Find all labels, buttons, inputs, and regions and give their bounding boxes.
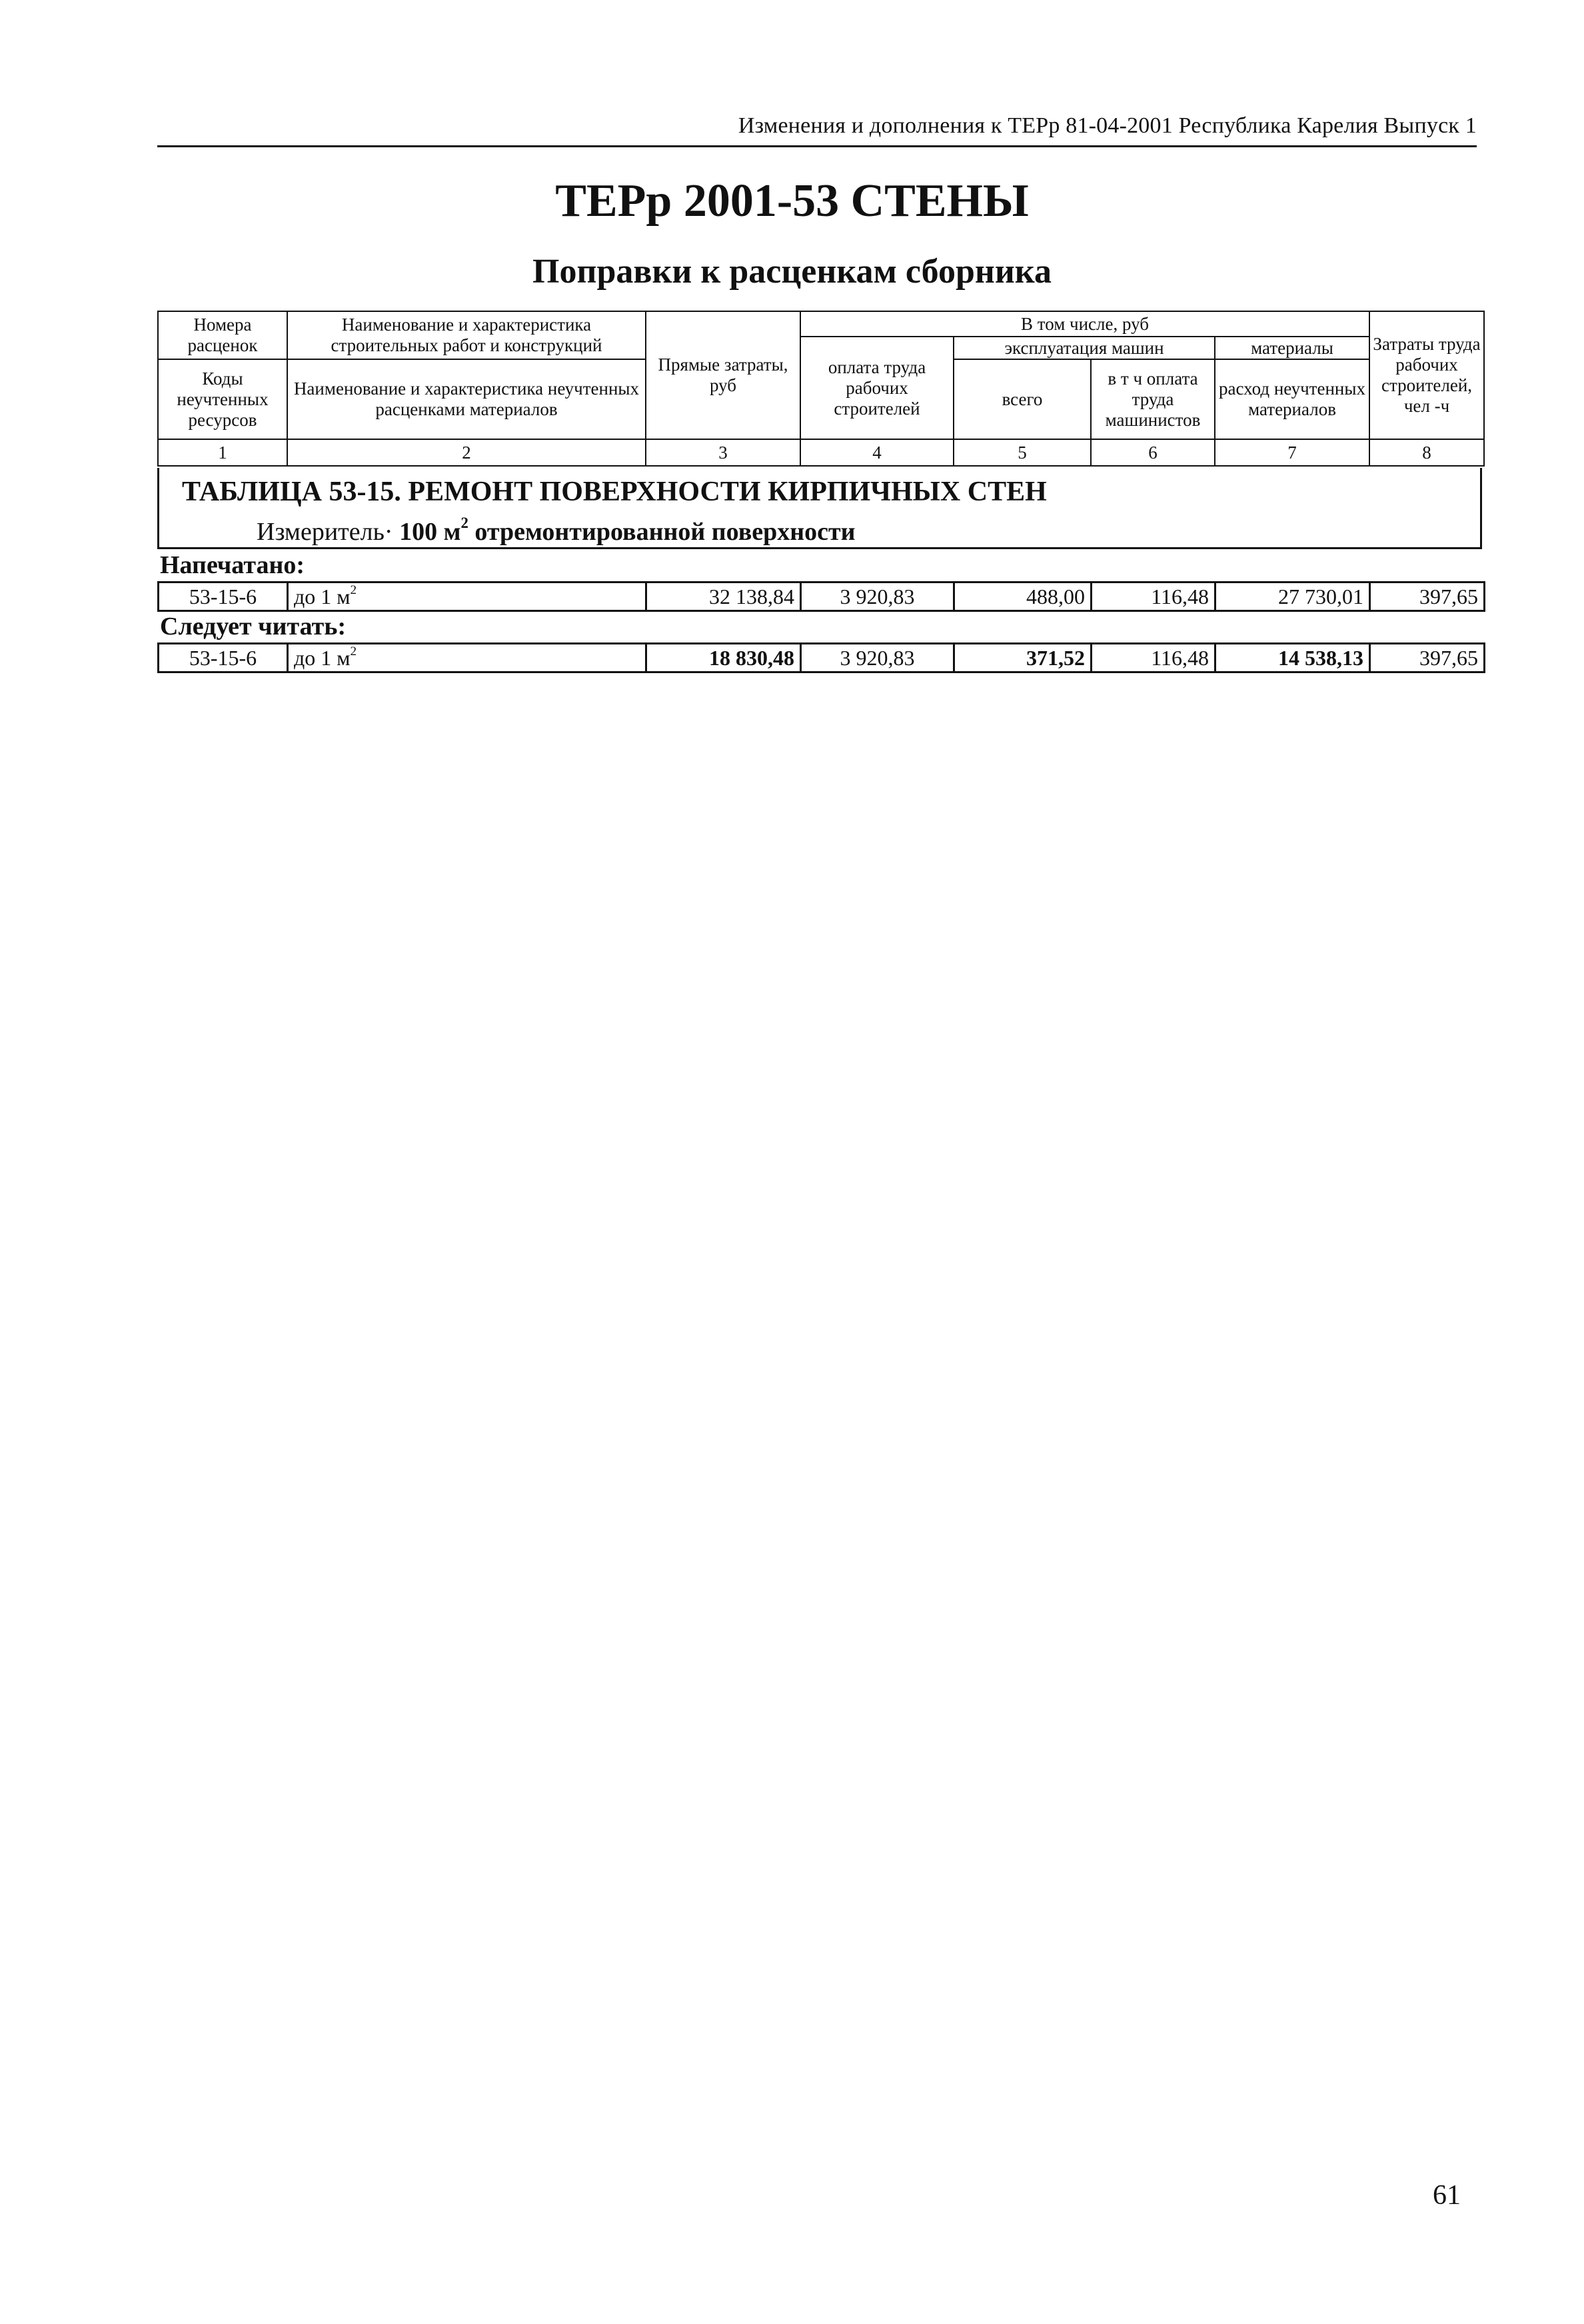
column-number: 6 bbox=[1091, 439, 1215, 466]
header-labor-costs: Затраты труда рабочих строителей, чел -ч bbox=[1369, 311, 1484, 439]
header-material-name: Наименование и характеристика неучтенных расценками материалов bbox=[287, 359, 646, 439]
section-title: ТАБЛИЦА 53-15. РЕМОНТ ПОВЕРХНОСТИ КИРПИЧНЫХ СТЕН bbox=[182, 477, 1047, 507]
printed-code: 53-15-6 bbox=[159, 582, 288, 611]
printed-labor: 397,65 bbox=[1370, 582, 1485, 611]
page-number: 61 bbox=[1433, 2180, 1461, 2211]
measure-label: Измеритель· bbox=[257, 518, 393, 546]
column-number: 4 bbox=[800, 439, 954, 466]
column-number: 1 bbox=[158, 439, 287, 466]
header-materials-group: материалы bbox=[1215, 337, 1369, 359]
printed-label: Напечатано: bbox=[160, 551, 305, 579]
header-machinists-wages: в т ч оплата труда машинистов bbox=[1091, 359, 1215, 439]
header-machines-group: эксплуатация машин bbox=[954, 337, 1215, 359]
column-number: 3 bbox=[646, 439, 800, 466]
header-rule bbox=[157, 145, 1477, 147]
corrected-labor: 397,65 bbox=[1370, 644, 1485, 672]
header-resource-codes: Коды неучтенных ресурсов bbox=[158, 359, 287, 439]
document-title: ТЕРр 2001-53 СТЕНЫ bbox=[555, 175, 1029, 227]
corrected-name: до 1 $м^2$ bbox=[288, 644, 646, 672]
measure-quantity: 100 $м^2$ bbox=[399, 514, 468, 546]
header-workers-wages: оплата труда рабочих строителей bbox=[800, 337, 954, 439]
printed-row bbox=[157, 581, 1485, 612]
printed-machines-total: 488,00 bbox=[954, 582, 1092, 611]
measure-description: отремонтированной поверхности bbox=[474, 518, 856, 546]
header-including-group: В том числе, руб bbox=[800, 311, 1369, 337]
corrected-wages: 3 920,83 bbox=[801, 644, 954, 672]
corrected-label: Следует читать: bbox=[160, 612, 347, 640]
header-unaccounted-materials: расход неучтенных материалов bbox=[1215, 359, 1369, 439]
corrected-code: 53-15-6 bbox=[159, 644, 288, 672]
header-rate-numbers: Номера расценок bbox=[158, 311, 287, 359]
running-header: Изменения и дополнения к ТЕРр 81-04-2001 Республика Карелия Выпуск 1 bbox=[738, 113, 1477, 138]
printed-wages: 3 920,83 bbox=[801, 582, 954, 611]
section-measure bbox=[257, 514, 856, 547]
printed-machinists-wages: 116,48 bbox=[1092, 582, 1215, 611]
printed-direct-costs: 32 138,84 bbox=[646, 582, 801, 611]
document-subtitle: Поправки к расценкам сборника bbox=[532, 253, 1052, 291]
header-machines-total: всего bbox=[954, 359, 1091, 439]
corrected-direct-costs: 18 830,48 bbox=[646, 644, 801, 672]
column-number: 5 bbox=[954, 439, 1091, 466]
header-work-name: Наименование и характеристика строительных работ и конструкций bbox=[287, 311, 646, 359]
corrected-machines-total: 371,52 bbox=[954, 644, 1092, 672]
corrected-materials: 14 538,13 bbox=[1215, 644, 1370, 672]
column-number: 8 bbox=[1369, 439, 1484, 466]
printed-materials: 27 730,01 bbox=[1215, 582, 1370, 611]
column-number: 2 bbox=[287, 439, 646, 466]
printed-name: до 1 $м^2$ bbox=[288, 582, 646, 611]
corrected-row bbox=[157, 642, 1485, 673]
corrected-machinists-wages: 116,48 bbox=[1092, 644, 1215, 672]
column-number: 7 bbox=[1215, 439, 1369, 466]
section-box bbox=[157, 468, 1482, 549]
header-direct-costs: Прямые затраты, руб bbox=[646, 311, 800, 439]
table-header bbox=[157, 311, 1485, 467]
